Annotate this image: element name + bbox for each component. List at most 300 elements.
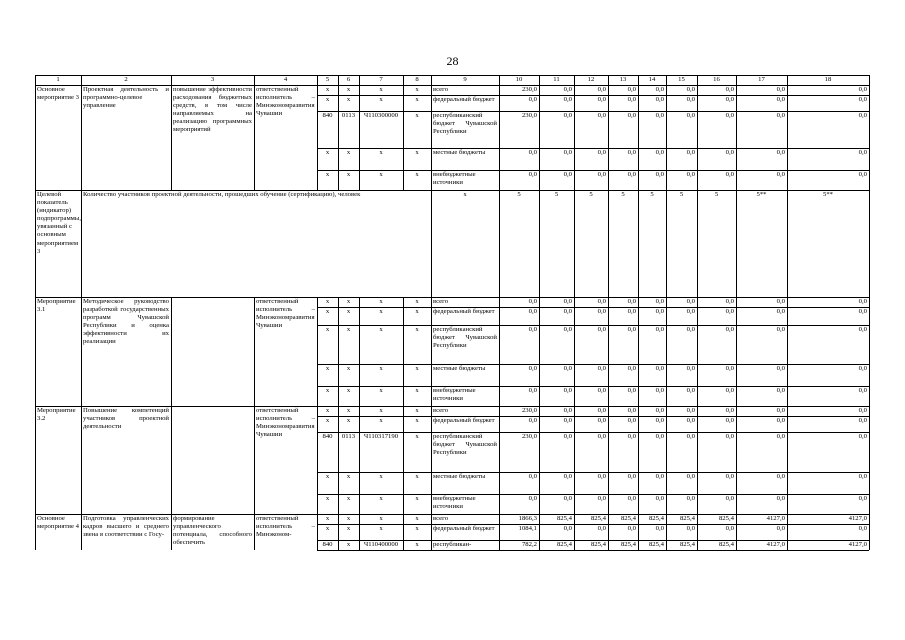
expense-type: x bbox=[415, 326, 419, 333]
amount: 0,0 bbox=[597, 417, 606, 424]
amount: 0,0 bbox=[686, 525, 695, 532]
table-rule bbox=[499, 75, 500, 85]
table-rule bbox=[787, 190, 788, 297]
table-rule bbox=[431, 297, 432, 406]
funding-source: федеральный бюджет bbox=[433, 96, 495, 103]
table-rule bbox=[608, 190, 609, 297]
table-rule bbox=[666, 514, 667, 550]
section-code: x bbox=[346, 515, 351, 522]
funding-source: федеральный бюджет bbox=[433, 525, 495, 532]
amount: 0,0 bbox=[627, 86, 636, 93]
column-number: 7 bbox=[379, 76, 383, 83]
funding-source: федеральный бюджет bbox=[433, 417, 495, 424]
amount: 0,0 bbox=[725, 417, 734, 424]
activity-goal: формирование управленческого потенциала, способного обеспечить bbox=[173, 515, 252, 547]
table-rule bbox=[697, 514, 698, 550]
table-rule bbox=[539, 297, 540, 406]
gr-code: x bbox=[325, 525, 330, 532]
section-code: x bbox=[346, 541, 351, 548]
table-rule bbox=[317, 85, 318, 190]
table-rule bbox=[359, 514, 360, 550]
amount: 0,0 bbox=[655, 495, 664, 502]
table-rule bbox=[499, 406, 500, 514]
amount: 0,0 bbox=[597, 149, 606, 156]
table-rule bbox=[359, 297, 360, 406]
table-rule bbox=[171, 406, 172, 514]
table-rule bbox=[499, 190, 500, 297]
amount: 0,0 bbox=[563, 171, 572, 178]
amount: 0,0 bbox=[686, 365, 695, 372]
amount: 0,0 bbox=[858, 473, 867, 480]
target-article: Ч110300000 bbox=[363, 112, 399, 119]
funding-source: всего bbox=[433, 515, 449, 522]
amount: 0,0 bbox=[627, 365, 636, 372]
amount: 0,0 bbox=[528, 308, 537, 315]
section-code: x bbox=[346, 473, 351, 480]
section-code: x bbox=[346, 96, 351, 103]
table-rule bbox=[787, 514, 788, 550]
amount: 0,0 bbox=[776, 326, 785, 333]
funding-source: всего bbox=[433, 407, 449, 414]
amount: 0,0 bbox=[597, 433, 606, 440]
funding-source: всего bbox=[433, 86, 449, 93]
activity-goal bbox=[171, 297, 254, 406]
column-number: 9 bbox=[463, 76, 467, 83]
amount: 0,0 bbox=[597, 86, 606, 93]
amount: 0,0 bbox=[776, 417, 785, 424]
amount: 825,4 bbox=[648, 541, 664, 548]
funding-source: местные бюджеты bbox=[433, 473, 486, 480]
gr-code: x bbox=[325, 387, 330, 394]
expense-type: x bbox=[415, 515, 419, 522]
amount: 0,0 bbox=[725, 525, 734, 532]
amount: 825,4 bbox=[679, 541, 695, 548]
section-code: 0113 bbox=[341, 433, 356, 440]
amount: 0,0 bbox=[725, 149, 734, 156]
amount: 0,0 bbox=[776, 171, 785, 178]
amount: 0,0 bbox=[776, 308, 785, 315]
table-rule bbox=[608, 297, 609, 406]
column-number: 12 bbox=[587, 76, 595, 83]
amount: 0,0 bbox=[563, 365, 572, 372]
amount: 0,0 bbox=[563, 473, 572, 480]
section-code: x bbox=[346, 86, 351, 93]
table-rule bbox=[254, 85, 255, 190]
gr-code: x bbox=[325, 298, 330, 305]
table-rule bbox=[787, 75, 788, 85]
activity-name: Повышение компетенций участников проектной деятельности bbox=[83, 407, 169, 431]
gr-code: x bbox=[325, 149, 330, 156]
expense-type: x bbox=[415, 541, 419, 548]
table-rule bbox=[666, 297, 667, 406]
amount: 0,0 bbox=[563, 407, 572, 414]
amount: 0,0 bbox=[627, 387, 636, 394]
table-rule bbox=[666, 406, 667, 514]
amount: 0,0 bbox=[627, 112, 636, 119]
table-rule bbox=[431, 406, 432, 514]
amount: 0,0 bbox=[627, 433, 636, 440]
target-article: Ч110317190 bbox=[363, 433, 399, 440]
amount: 0,0 bbox=[655, 86, 664, 93]
table-rule bbox=[869, 406, 870, 514]
gr-code: x bbox=[325, 515, 330, 522]
amount: 825,4 bbox=[556, 541, 572, 548]
amount: 0,0 bbox=[725, 171, 734, 178]
amount: 0,0 bbox=[725, 298, 734, 305]
amount: 0,0 bbox=[655, 171, 664, 178]
table-rule bbox=[338, 406, 339, 514]
amount: 0,0 bbox=[528, 387, 537, 394]
expense-type: x bbox=[415, 171, 419, 178]
table-rule bbox=[869, 514, 870, 550]
column-number: 16 bbox=[713, 76, 720, 83]
amount: 0,0 bbox=[725, 433, 734, 440]
amount: 0,0 bbox=[725, 365, 734, 372]
table-rule bbox=[338, 514, 339, 550]
table-rule bbox=[638, 297, 639, 406]
table-rule bbox=[736, 190, 737, 297]
gr-code: x bbox=[325, 326, 330, 333]
amount: 0,0 bbox=[858, 525, 867, 532]
table-rule bbox=[35, 514, 36, 550]
amount: 825,4 bbox=[648, 515, 664, 522]
amount: 0,0 bbox=[627, 326, 636, 333]
table-rule bbox=[35, 190, 36, 297]
table-rule bbox=[787, 85, 788, 190]
expense-type: x bbox=[415, 149, 419, 156]
funding-source: местные бюджеты bbox=[433, 149, 486, 156]
gr-code: x bbox=[325, 407, 330, 414]
amount: 4127,0 bbox=[848, 541, 867, 548]
target-article: Ч110400000 bbox=[363, 541, 399, 548]
activity-goal: повышение эффективности расходования бюджетных средств, в том числе направляемых на реализацию программных мероприятий bbox=[173, 86, 252, 134]
amount: 0,0 bbox=[776, 473, 785, 480]
table-rule bbox=[254, 297, 255, 406]
target-article: x bbox=[379, 149, 383, 156]
target-article: x bbox=[379, 387, 383, 394]
page-number: 28 bbox=[446, 54, 459, 68]
gr-code: x bbox=[325, 96, 330, 103]
amount: 0,0 bbox=[627, 308, 636, 315]
table-rule bbox=[254, 514, 255, 550]
amount: 0,0 bbox=[627, 495, 636, 502]
amount: 0,0 bbox=[655, 365, 664, 372]
amount: 0,0 bbox=[686, 171, 695, 178]
amount: 825,4 bbox=[556, 515, 572, 522]
table-rule bbox=[338, 85, 339, 190]
amount: 0,0 bbox=[858, 417, 867, 424]
amount: 0,0 bbox=[528, 326, 537, 333]
column-number: 13 bbox=[619, 76, 627, 83]
amount: 0,0 bbox=[563, 417, 572, 424]
table-rule bbox=[574, 406, 575, 514]
amount: 230,0 bbox=[521, 407, 537, 414]
amount: 0,0 bbox=[597, 473, 606, 480]
amount: 825,4 bbox=[620, 515, 636, 522]
section-code: x bbox=[346, 495, 351, 502]
indicator-value: 5 bbox=[589, 191, 593, 198]
activity-name: Методическое руководство разработкой государственных программ Чувашской Республики и оценка эффективности их реализации bbox=[83, 298, 169, 346]
column-number: 14 bbox=[648, 76, 656, 83]
amount: 0,0 bbox=[655, 417, 664, 424]
amount: 0,0 bbox=[725, 387, 734, 394]
amount: 0,0 bbox=[597, 495, 606, 502]
indicator-label: Целевой показатель (индикатор) подпрограммы, увязанный с основным мероприятием 3 bbox=[37, 191, 81, 255]
column-number: 11 bbox=[553, 76, 560, 83]
gr-code: x bbox=[325, 473, 330, 480]
table-rule bbox=[359, 75, 360, 85]
amount: 0,0 bbox=[725, 473, 734, 480]
table-rule bbox=[171, 75, 172, 85]
amount: 0,0 bbox=[655, 112, 664, 119]
amount: 0,0 bbox=[858, 149, 867, 156]
amount: 0,0 bbox=[528, 473, 537, 480]
section-code: x bbox=[346, 326, 351, 333]
target-article: x bbox=[379, 407, 383, 414]
amount: 0,0 bbox=[655, 149, 664, 156]
amount: 4127,0 bbox=[766, 515, 785, 522]
amount: 0,0 bbox=[858, 433, 867, 440]
amount: 0,0 bbox=[563, 326, 572, 333]
column-number: 10 bbox=[515, 76, 523, 83]
table-rule bbox=[608, 75, 609, 85]
amount: 230,0 bbox=[521, 86, 537, 93]
column-number: 3 bbox=[210, 76, 215, 83]
table-rule bbox=[403, 75, 404, 85]
amount: 0,0 bbox=[776, 495, 785, 502]
amount: 0,0 bbox=[563, 149, 572, 156]
table-rule bbox=[574, 514, 575, 550]
table-rule bbox=[736, 297, 737, 406]
section-code: x bbox=[346, 308, 351, 315]
table-rule bbox=[787, 297, 788, 406]
table-rule bbox=[869, 85, 870, 190]
expense-type: x bbox=[415, 473, 419, 480]
target-article: x bbox=[379, 473, 383, 480]
target-article: x bbox=[379, 417, 383, 424]
amount: 0,0 bbox=[655, 473, 664, 480]
section-code: x bbox=[346, 417, 351, 424]
table-rule bbox=[697, 406, 698, 514]
expense-type: x bbox=[415, 433, 419, 440]
amount: 0,0 bbox=[686, 407, 695, 414]
expense-type: x bbox=[415, 525, 419, 532]
responsible-executor: ответственный исполнитель – Минэкономразвития Чувашии bbox=[256, 407, 315, 439]
amount: 0,0 bbox=[858, 308, 867, 315]
amount: 0,0 bbox=[655, 308, 664, 315]
amount: 0,0 bbox=[627, 96, 636, 103]
column-number: 2 bbox=[124, 76, 128, 83]
section-code: x bbox=[346, 407, 351, 414]
target-article: x bbox=[379, 495, 383, 502]
target-article: x bbox=[379, 326, 383, 333]
table-rule bbox=[574, 75, 575, 85]
amount: 0,0 bbox=[597, 387, 606, 394]
amount: 0,0 bbox=[725, 495, 734, 502]
target-article: x bbox=[379, 171, 383, 178]
amount: 0,0 bbox=[725, 86, 734, 93]
amount: 0,0 bbox=[627, 171, 636, 178]
table-rule bbox=[638, 406, 639, 514]
table-rule bbox=[81, 85, 82, 190]
activity-goal bbox=[171, 406, 254, 514]
amount: 0,0 bbox=[627, 149, 636, 156]
section-code: x bbox=[346, 171, 351, 178]
amount: 1866,3 bbox=[518, 515, 537, 522]
table-rule bbox=[431, 190, 432, 297]
indicator-value: 5 bbox=[517, 191, 521, 198]
amount: 0,0 bbox=[776, 112, 785, 119]
activity-number: Мероприятие 3.2 bbox=[37, 407, 76, 423]
amount: 0,0 bbox=[528, 365, 537, 372]
table-rule bbox=[403, 406, 404, 514]
table-rule bbox=[171, 514, 172, 550]
table-rule bbox=[666, 85, 667, 190]
amount: 0,0 bbox=[528, 417, 537, 424]
table-rule bbox=[35, 75, 36, 85]
funding-source: внебюджетные источники bbox=[433, 171, 476, 187]
section-code: x bbox=[346, 365, 351, 372]
table-rule bbox=[35, 406, 36, 514]
amount: 0,0 bbox=[725, 326, 734, 333]
amount: 0,0 bbox=[776, 96, 785, 103]
amount: 0,0 bbox=[686, 326, 695, 333]
table-rule bbox=[666, 190, 667, 297]
amount: 0,0 bbox=[776, 298, 785, 305]
column-number: 4 bbox=[283, 76, 288, 83]
table-rule bbox=[359, 85, 360, 190]
table-rule bbox=[403, 514, 404, 550]
table-rule bbox=[431, 514, 432, 550]
table-rule bbox=[638, 75, 639, 85]
expense-type: x bbox=[415, 417, 419, 424]
amount: 0,0 bbox=[655, 96, 664, 103]
table-rule bbox=[171, 85, 172, 190]
section-code: x bbox=[346, 387, 351, 394]
table-rule bbox=[539, 514, 540, 550]
table-rule bbox=[403, 85, 404, 190]
gr-code: x bbox=[325, 86, 330, 93]
amount: 825,4 bbox=[718, 515, 734, 522]
column-number: 6 bbox=[346, 76, 351, 83]
amount: 0,0 bbox=[686, 86, 695, 93]
table-rule bbox=[666, 75, 667, 85]
amount: 0,0 bbox=[563, 387, 572, 394]
amount: 0,0 bbox=[858, 326, 867, 333]
table-rule bbox=[787, 406, 788, 514]
table-rule bbox=[638, 85, 639, 190]
amount: 0,0 bbox=[655, 433, 664, 440]
table-rule bbox=[81, 514, 82, 550]
amount: 0,0 bbox=[597, 525, 606, 532]
indicator-value: 5** bbox=[822, 191, 834, 198]
target-article: x bbox=[379, 525, 383, 532]
table-rule bbox=[317, 550, 869, 551]
table-rule bbox=[869, 75, 870, 85]
target-article: x bbox=[379, 365, 383, 372]
table-rule bbox=[608, 406, 609, 514]
amount: 0,0 bbox=[597, 407, 606, 414]
indicator-value: 5** bbox=[756, 191, 767, 198]
amount: 0,0 bbox=[686, 473, 695, 480]
amount: 0,0 bbox=[528, 495, 537, 502]
table-rule bbox=[608, 85, 609, 190]
amount: 0,0 bbox=[627, 407, 636, 414]
responsible-executor: ответственный исполнитель – Минэконом- bbox=[256, 515, 315, 539]
amount: 0,0 bbox=[776, 149, 785, 156]
table-rule bbox=[697, 85, 698, 190]
amount: 0,0 bbox=[725, 407, 734, 414]
table-rule bbox=[697, 75, 698, 85]
expense-type: x bbox=[415, 407, 419, 414]
gr-code: x bbox=[325, 365, 330, 372]
amount: 0,0 bbox=[627, 525, 636, 532]
amount: 0,0 bbox=[776, 86, 785, 93]
table-rule bbox=[431, 85, 432, 190]
amount: 0,0 bbox=[563, 433, 572, 440]
indicator-text: Количество участников проектной деятельности, прошедших обучение (сертификацию), человек bbox=[83, 191, 361, 198]
amount: 0,0 bbox=[686, 149, 695, 156]
indicator-value: 5 bbox=[554, 191, 559, 198]
gr-code: x bbox=[325, 171, 330, 178]
expense-type: x bbox=[415, 365, 419, 372]
amount: 0,0 bbox=[858, 171, 867, 178]
funding-source: республиканский бюджет Чувашской Республики bbox=[433, 326, 497, 350]
table-rule bbox=[697, 297, 698, 406]
responsible-executor: ответственный исполнитель – Минэкономразвития Чувашии bbox=[256, 298, 315, 330]
table-rule bbox=[431, 75, 432, 85]
funding-source: федеральный бюджет bbox=[433, 308, 495, 315]
table-rule bbox=[539, 85, 540, 190]
table-rule bbox=[254, 406, 255, 514]
table-rule bbox=[539, 75, 540, 85]
table-rule bbox=[697, 190, 698, 297]
funding-source: внебюджетные источники bbox=[433, 495, 476, 511]
table-rule bbox=[81, 75, 82, 85]
indicator-value: 5 bbox=[714, 191, 719, 198]
amount: 0,0 bbox=[563, 96, 572, 103]
gr-code: 840 bbox=[322, 112, 333, 119]
amount: 1084,1 bbox=[518, 525, 537, 532]
table-rule bbox=[338, 75, 339, 85]
column-number: 5 bbox=[325, 76, 330, 83]
amount: 0,0 bbox=[528, 298, 537, 305]
table-rule bbox=[317, 514, 318, 550]
indicator-value: 5 bbox=[679, 191, 684, 198]
table-rule bbox=[638, 514, 639, 550]
amount: 0,0 bbox=[655, 326, 664, 333]
amount: 825,4 bbox=[679, 515, 695, 522]
funding-source: всего bbox=[433, 298, 449, 305]
table-rule bbox=[359, 406, 360, 514]
amount: 825,4 bbox=[718, 541, 734, 548]
activity-number: Основное мероприятие 4 bbox=[37, 515, 79, 531]
amount: 230,0 bbox=[521, 433, 537, 440]
table-rule bbox=[574, 190, 575, 297]
amount: 0,0 bbox=[858, 112, 867, 119]
amount: 0,0 bbox=[563, 308, 572, 315]
table-rule bbox=[35, 297, 36, 406]
table-rule bbox=[638, 190, 639, 297]
target-article: x bbox=[379, 308, 383, 315]
amount: 0,0 bbox=[597, 326, 606, 333]
funding-source: местные бюджеты bbox=[433, 365, 486, 372]
amount: 0,0 bbox=[627, 417, 636, 424]
gr-code: x bbox=[325, 417, 330, 424]
table-rule bbox=[869, 190, 870, 297]
amount: 0,0 bbox=[776, 365, 785, 372]
indicator-value: 5 bbox=[650, 191, 654, 198]
